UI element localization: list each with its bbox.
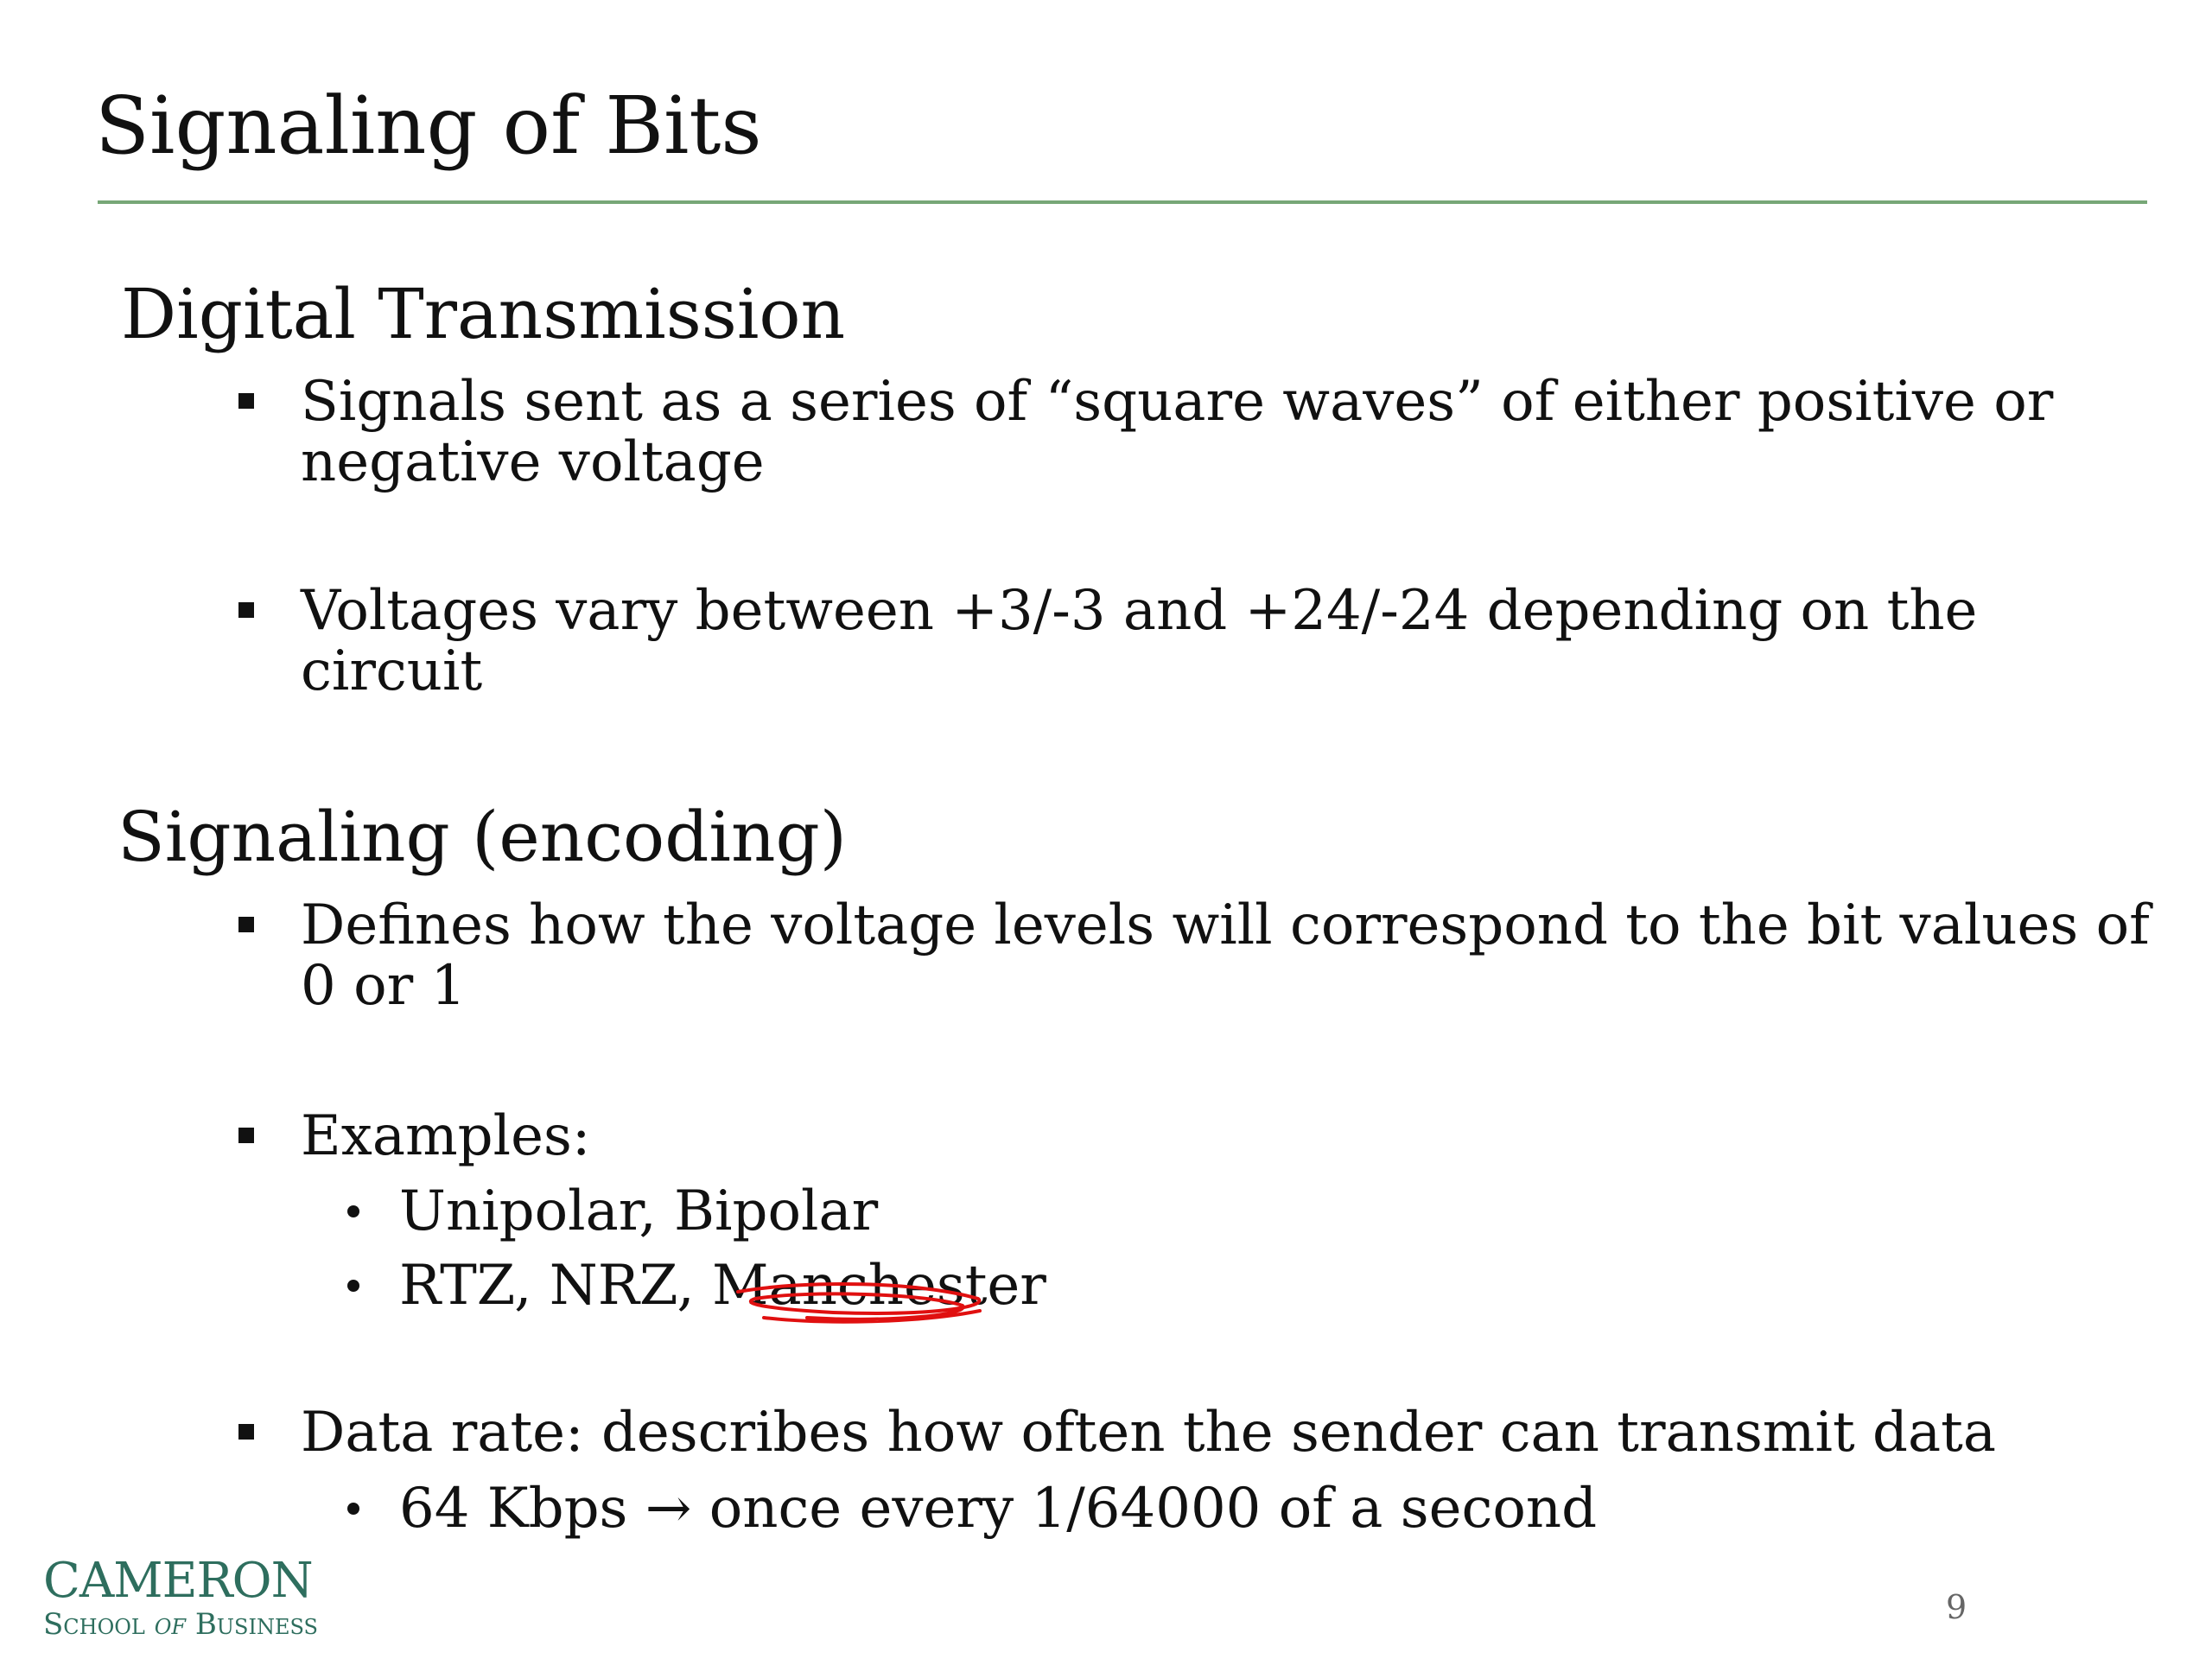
bullet-line: Examples: — [301, 1104, 591, 1168]
logo-main-text: CAMERON — [43, 1553, 313, 1609]
bullet-marker — [238, 917, 254, 932]
bullet-item — [301, 372, 2053, 493]
logo-sub-part: Business — [186, 1607, 318, 1642]
sub-bullet-item: Unipolar, Bipolar — [399, 1179, 879, 1243]
bullet-item — [301, 581, 1977, 702]
sub-bullet-marker — [347, 1503, 359, 1515]
section-heading-digital-transmission: Digital Transmission — [121, 274, 846, 354]
bullet-line: Voltages vary between +3/-3 and +24/-24 depending on the — [301, 579, 1978, 643]
bullet-marker — [238, 393, 254, 409]
sub-bullet-item: 64 Kbps → once every 1/64000 of a second — [399, 1477, 1598, 1541]
logo-sub-text — [43, 1607, 318, 1642]
bullet-line: 0 or 1 — [301, 954, 467, 1018]
bullet-item — [301, 895, 2150, 1016]
bullet-line: Signals sent as a series of “square waves” of either positive or — [301, 370, 2054, 434]
struck-word-text: Manchester — [712, 1254, 1046, 1318]
logo-sub-part: School — [43, 1607, 155, 1642]
sub-bullet-item — [399, 1255, 1046, 1316]
title-underline — [98, 200, 2147, 204]
logo-sub-of: of — [154, 1607, 187, 1642]
struck-word — [712, 1255, 1046, 1316]
bullet-line: Defines how the voltage levels will correspond to the bit values of — [301, 893, 2150, 957]
section-heading-signaling: Signaling (encoding) — [118, 797, 847, 877]
sub-bullet-marker — [347, 1205, 359, 1217]
cameron-logo — [43, 1555, 318, 1642]
bullet-line: negative voltage — [301, 430, 765, 494]
bullet-item — [301, 1402, 1996, 1463]
bullet-marker — [238, 1424, 254, 1440]
slide-title: Signaling of Bits — [95, 79, 762, 172]
bullet-item — [301, 1106, 590, 1166]
bullet-marker — [238, 1128, 254, 1143]
bullet-marker — [238, 602, 254, 618]
bullet-line: Data rate: describes how often the sender can transmit data — [301, 1401, 1996, 1465]
bullet-line: circuit — [301, 639, 483, 703]
sub-bullet-text: RTZ, NRZ, — [399, 1254, 712, 1318]
sub-bullet-marker — [347, 1280, 359, 1292]
page-number: 9 — [1946, 1588, 1967, 1626]
